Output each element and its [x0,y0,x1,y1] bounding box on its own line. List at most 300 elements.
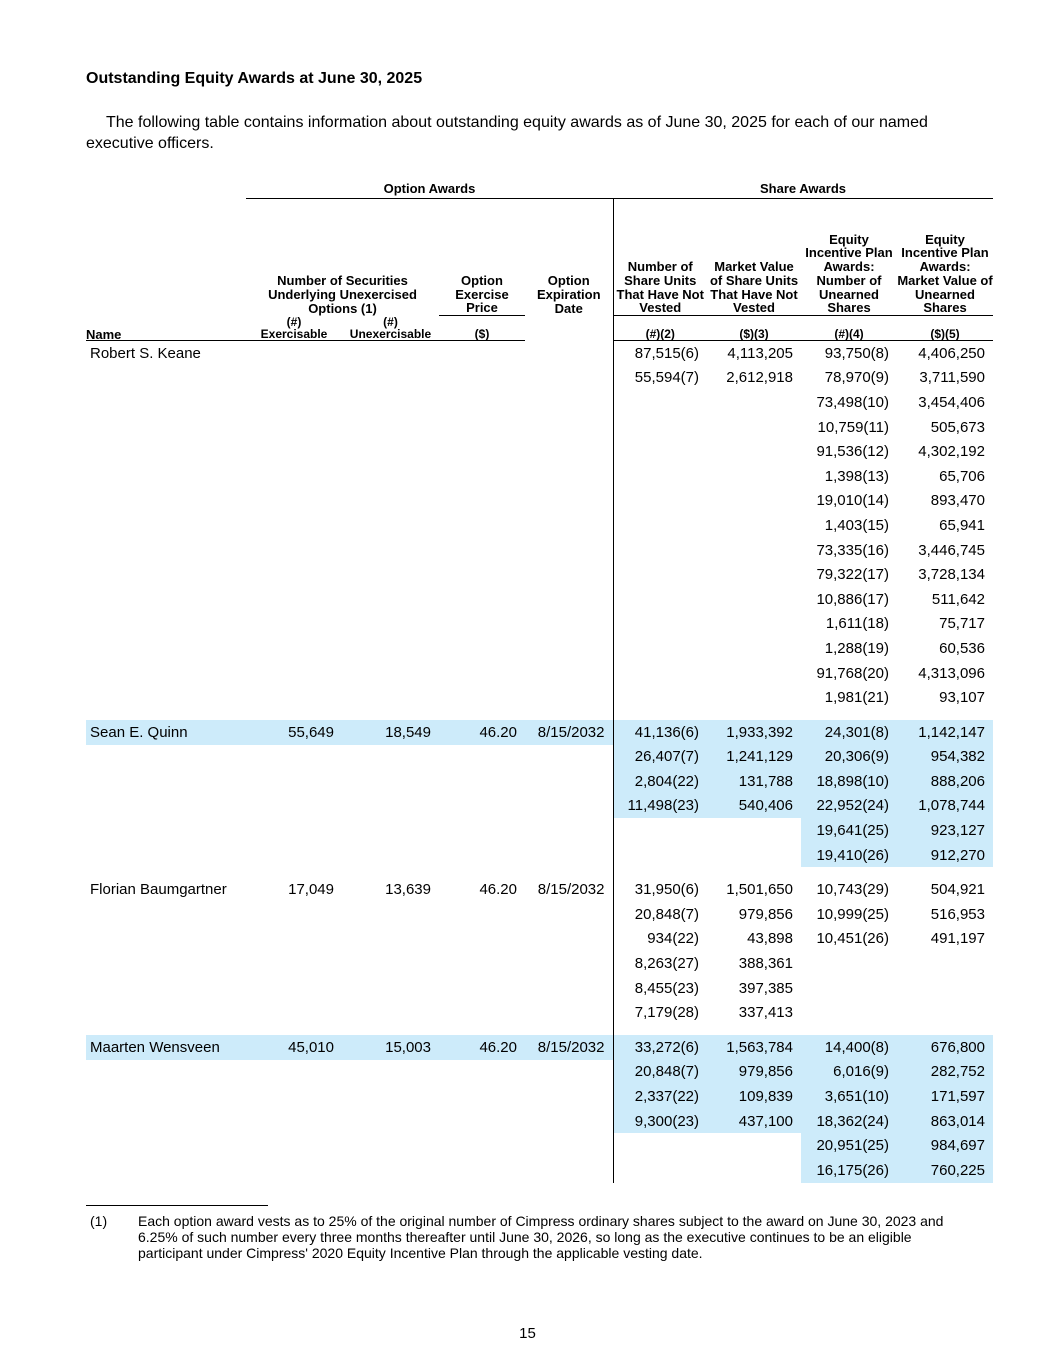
cell-units-not-vested [613,489,707,514]
cell-units-not-vested: 87,515(6) [613,341,707,366]
table-row [86,818,993,843]
cell-eip-value [897,976,993,1001]
cell-market-value: 979,856 [738,905,793,923]
cell-market-value: 540,406 [707,794,801,819]
unexercisable-header: (#) Unexercisable [342,316,439,341]
cell-eip-number: 10,759(11) [817,418,889,436]
cell-unexercisable [342,1109,439,1134]
table-row [86,562,993,587]
cell-eip-value: 1,142,147 [897,720,993,745]
cell-exercisable [246,1000,342,1025]
table-row [86,1084,993,1109]
cell-unexercisable [342,538,439,563]
cell-exercisable: 55,649 [246,720,342,745]
cell-market-value [707,390,801,415]
cell-name [86,513,246,538]
cell-exercise-price [439,661,525,686]
cell-eip-number: 78,970(9) [824,369,889,387]
cell-exercise-price [439,794,525,819]
table-row [86,1158,993,1183]
cell-exercisable [246,636,342,661]
cell-exercise-price: 46.20 [479,881,517,899]
cell-expiration-date [525,1109,613,1134]
cell-eip-value: 923,127 [897,818,993,843]
cell-eip-value: 60,536 [939,639,985,657]
cell-unexercisable [342,636,439,661]
cell-unexercisable [342,1000,439,1025]
table-row [86,745,993,770]
cell-market-value: 1,501,650 [726,881,793,899]
cell-eip-number: 1,981(21) [824,689,889,707]
cell-expiration-date [525,562,613,587]
cell-exercise-price [439,390,525,415]
cell-name: Maarten Wensveen [86,1035,246,1060]
cell-units-not-vested: 2,337(22) [613,1084,707,1109]
cell-market-value [707,843,801,868]
table-row [86,1060,993,1085]
cell-expiration-date [525,513,613,538]
cell-expiration-date: 8/15/2032 [525,720,613,745]
cell-name [86,794,246,819]
cell-exercisable [246,390,342,415]
cell-market-value [707,1158,801,1183]
cell-eip-number: 73,498(10) [816,393,889,411]
cell-name [86,661,246,686]
cell-exercise-price [439,685,525,710]
cell-eip-value: 75,717 [939,615,985,633]
cell-unexercisable [342,587,439,612]
blank-header [86,178,246,199]
market-value-unit: ($)(3) [707,316,801,341]
cell-unexercisable [342,976,439,1001]
cell-units-not-vested: 33,272(6) [613,1035,707,1060]
cell-market-value [707,818,801,843]
cell-unexercisable [342,612,439,637]
cell-units-not-vested: 20,848(7) [613,902,707,927]
table-row [86,927,993,952]
cell-market-value: 1,241,129 [707,745,801,770]
cell-eip-value: 3,454,406 [918,393,985,411]
cell-exercise-price [439,562,525,587]
cell-eip-number [801,976,897,1001]
footnote-number: (1) [90,1213,108,1229]
cell-units-not-vested [613,562,707,587]
cell-expiration-date [525,439,613,464]
cell-market-value: 388,361 [738,955,793,973]
cell-eip-value: 4,313,096 [918,664,985,682]
cell-market-value [707,562,801,587]
cell-exercisable [246,612,342,637]
cell-exercise-price [439,927,525,952]
cell-eip-number: 19,641(25) [801,818,897,843]
cell-unexercisable [342,439,439,464]
cell-eip-value: 984,697 [897,1133,993,1158]
cell-market-value [707,439,801,464]
exercisable-header: (#) Exercisable [246,316,342,341]
cell-units-not-vested: 11,498(23) [613,794,707,819]
cell-unexercisable [342,769,439,794]
footnote-divider [86,1205,268,1206]
cell-unexercisable [342,661,439,686]
cell-units-not-vested [613,818,707,843]
cell-name [86,489,246,514]
cell-units-not-vested: 26,407(7) [613,745,707,770]
cell-eip-number: 20,306(9) [801,745,897,770]
cell-exercisable [246,1084,342,1109]
cell-units-not-vested [613,636,707,661]
table-row [86,415,993,440]
cell-market-value: 2,612,918 [726,369,793,387]
cell-expiration-date [525,636,613,661]
cell-expiration-date [525,415,613,440]
cell-eip-value: 676,800 [897,1035,993,1060]
cell-unexercisable [342,794,439,819]
table-row [86,720,993,745]
cell-name [86,818,246,843]
cell-exercisable [246,538,342,563]
cell-unexercisable [342,341,439,366]
row-spacer [86,867,993,877]
cell-unexercisable [342,562,439,587]
expiration-date-header: Option Expiration Date [536,273,601,316]
cell-exercisable [246,513,342,538]
cell-name [86,902,246,927]
cell-exercise-price [439,366,525,391]
cell-eip-value: 171,597 [897,1084,993,1109]
table-row [86,636,993,661]
cell-name [86,685,246,710]
cell-exercisable: 45,010 [246,1035,342,1060]
cell-exercisable [246,745,342,770]
cell-unexercisable [342,951,439,976]
cell-eip-number: 10,886(17) [816,590,889,608]
cell-eip-value: 888,206 [897,769,993,794]
cell-units-not-vested [613,390,707,415]
cell-expiration-date [525,538,613,563]
cell-units-not-vested: 8,263(27) [613,951,707,976]
cell-expiration-date [525,1084,613,1109]
cell-eip-number: 19,410(26) [801,843,897,868]
blank-header [525,316,613,341]
cell-market-value: 109,839 [707,1084,801,1109]
cell-exercise-price: 46.20 [439,720,525,745]
table-row [86,843,993,868]
awards-table-body [86,341,993,1183]
cell-eip-number [801,1000,897,1025]
cell-units-not-vested [613,415,707,440]
cell-exercisable [246,951,342,976]
cell-units-not-vested [613,464,707,489]
cell-name [86,951,246,976]
section-title: Outstanding Equity Awards at June 30, 2025 [86,70,423,87]
cell-market-value: 1,933,392 [707,720,801,745]
footnote-text: Each option award vests as to 25% of the original number of Cimpress ordinary shares subject to the award on June 30, 2023 and 6.25% of such number every three months thereafter until June 30, 2026, so long as the executive continues to be an eligible participant under Cimpress' 2020 Equity Incentive Plan through the applicable vesting date. [138,1213,944,1261]
page-number: 15 [519,1325,536,1342]
cell-unexercisable [342,685,439,710]
cell-eip-number: 20,951(25) [801,1133,897,1158]
cell-eip-value: 504,921 [930,881,985,899]
cell-market-value [707,538,801,563]
table-row [86,951,993,976]
cell-exercise-price [439,745,525,770]
cell-unexercisable [342,902,439,927]
cell-exercisable [246,818,342,843]
cell-name: Sean E. Quinn [86,720,246,745]
cell-exercisable [246,341,342,366]
cell-eip-number: 1,398(13) [824,467,889,485]
cell-name [86,927,246,952]
outstanding-equity-awards-table [86,178,993,1183]
cell-eip-value: 516,953 [930,905,985,923]
cell-eip-value: 65,706 [939,467,985,485]
table-row [86,1109,993,1134]
cell-exercise-price [439,1060,525,1085]
cell-market-value: 397,385 [738,979,793,997]
cell-units-not-vested: 20,848(7) [613,1060,707,1085]
cell-market-value: 337,413 [738,1004,793,1022]
cell-eip-number: 91,536(12) [816,443,889,461]
cell-exercisable [246,366,342,391]
cell-units-not-vested: 41,136(6) [613,720,707,745]
table-row [86,538,993,563]
cell-expiration-date [525,818,613,843]
table-row [86,612,993,637]
cell-expiration-date: 8/15/2032 [537,881,605,899]
cell-eip-value: 282,752 [897,1060,993,1085]
cell-market-value [707,587,801,612]
cell-eip-number: 93,750(8) [824,344,889,362]
cell-units-not-vested: 55,594(7) [613,366,707,391]
cell-market-value [707,661,801,686]
blank-header [86,199,246,316]
table-row [86,587,993,612]
eip-value-unit: ($)(5) [897,316,993,341]
cell-exercise-price [439,439,525,464]
cell-unexercisable [342,366,439,391]
cell-unexercisable [342,745,439,770]
cell-eip-value: 3,728,134 [918,566,985,584]
cell-exercise-price [439,538,525,563]
cell-unexercisable [342,464,439,489]
cell-eip-value [897,951,993,976]
cell-eip-value: 4,406,250 [918,344,985,362]
cell-eip-number: 10,743(29) [816,881,889,899]
cell-expiration-date [525,489,613,514]
table-row [86,769,993,794]
cell-units-not-vested [613,587,707,612]
cell-eip-number: 24,301(8) [801,720,897,745]
cell-exercisable: 17,049 [288,881,334,899]
cell-name [86,562,246,587]
cell-expiration-date [525,685,613,710]
table-row [86,489,993,514]
cell-exercisable [246,415,342,440]
cell-expiration-date [525,366,613,391]
cell-eip-number: 79,322(17) [816,566,889,584]
cell-exercisable [246,439,342,464]
cell-exercisable [246,661,342,686]
cell-exercise-price [439,951,525,976]
table-row [86,661,993,686]
cell-eip-number: 6,016(9) [801,1060,897,1085]
cell-market-value: 979,856 [707,1060,801,1085]
cell-name [86,439,246,464]
table-row [86,794,993,819]
cell-market-value: 437,100 [707,1109,801,1134]
cell-name [86,587,246,612]
cell-eip-number: 10,999(25) [816,905,889,923]
cell-exercisable [246,587,342,612]
cell-name [86,1158,246,1183]
eip-value-header: Equity Incentive Plan Awards: Market Value of Unearned Shares [897,199,993,316]
cell-exercisable [246,1133,342,1158]
cell-exercisable [246,843,342,868]
share-awards-group-header: Share Awards [613,178,993,199]
cell-exercisable [246,562,342,587]
cell-name [86,612,246,637]
cell-exercise-price [439,464,525,489]
table-row [86,1133,993,1158]
cell-eip-value: 505,673 [930,418,985,436]
cell-name [86,745,246,770]
cell-exercise-price [439,489,525,514]
cell-eip-value: 863,014 [897,1109,993,1134]
cell-market-value [707,415,801,440]
cell-eip-value: 491,197 [930,930,985,948]
name-header: Name [86,316,246,341]
cell-name [86,1109,246,1134]
cell-market-value: 1,563,784 [707,1035,801,1060]
cell-expiration-date [525,612,613,637]
table-row [86,390,993,415]
cell-unexercisable [342,818,439,843]
cell-market-value: 131,788 [707,769,801,794]
cell-expiration-date [525,464,613,489]
table-row [86,976,993,1001]
cell-market-value [707,1133,801,1158]
cell-units-not-vested: 2,804(22) [613,769,707,794]
cell-eip-number: 19,010(14) [816,492,889,510]
cell-exercisable [246,1109,342,1134]
cell-expiration-date [525,341,613,366]
table-row [86,1035,993,1060]
cell-expiration-date [525,1060,613,1085]
market-value-header: Market Value of Share Units That Have Not Vested [707,199,801,316]
cell-eip-number: 91,768(20) [816,664,889,682]
cell-eip-number: 22,952(24) [801,794,897,819]
cell-unexercisable [342,1060,439,1085]
cell-units-not-vested [613,685,707,710]
cell-expiration-date [525,1133,613,1158]
cell-market-value [707,636,801,661]
cell-unexercisable [342,927,439,952]
cell-exercise-price [439,415,525,440]
table-row [86,513,993,538]
cell-eip-value: 3,711,590 [919,369,985,387]
table-row [86,685,993,710]
table-row [86,439,993,464]
cell-exercise-price [439,587,525,612]
cell-eip-value: 3,446,745 [918,541,985,559]
cell-exercisable [246,1158,342,1183]
cell-exercise-price [439,1084,525,1109]
cell-eip-value: 1,078,744 [897,794,993,819]
cell-expiration-date [525,1158,613,1183]
cell-exercise-price [439,1133,525,1158]
cell-exercisable [246,902,342,927]
cell-name: Robert S. Keane [90,344,201,362]
cell-eip-value [897,1000,993,1025]
intro-paragraph: The following table contains information about outstanding equity awards as of June 30, 2025 for each of our named executive officers. [86,114,928,152]
cell-name [86,769,246,794]
cell-units-not-vested [613,513,707,538]
num-securities-header: Number of Securities Underlying Unexercised Options (1) [268,273,417,316]
cell-exercisable [246,685,342,710]
exercise-price-unit: ($) [439,316,525,341]
cell-expiration-date [525,794,613,819]
units-not-vested-unit: (#)(2) [613,316,707,341]
cell-expiration-date [525,843,613,868]
cell-market-value [707,513,801,538]
cell-exercise-price [439,902,525,927]
cell-eip-number: 3,651(10) [801,1084,897,1109]
cell-exercisable [246,464,342,489]
cell-exercise-price [439,843,525,868]
cell-exercise-price [439,1000,525,1025]
cell-name [86,538,246,563]
cell-units-not-vested: 8,455(23) [613,976,707,1001]
cell-units-not-vested [613,1133,707,1158]
cell-units-not-vested [613,661,707,686]
cell-name [86,1000,246,1025]
cell-exercisable [246,927,342,952]
cell-exercisable [246,794,342,819]
cell-market-value [707,612,801,637]
table-row [86,1000,993,1025]
cell-name [86,366,246,391]
cell-expiration-date [525,927,613,952]
cell-unexercisable [342,415,439,440]
cell-units-not-vested: 9,300(23) [613,1109,707,1134]
cell-exercise-price [439,1158,525,1183]
cell-exercisable [246,769,342,794]
cell-exercisable [246,489,342,514]
cell-unexercisable [342,489,439,514]
cell-units-not-vested: 934(22) [613,927,707,952]
cell-exercisable [246,1060,342,1085]
cell-exercise-price [439,612,525,637]
cell-units-not-vested [613,612,707,637]
cell-market-value [707,489,801,514]
cell-exercise-price: 46.20 [439,1035,525,1060]
cell-name [86,415,246,440]
cell-units-not-vested: 31,950(6) [613,877,707,902]
cell-units-not-vested [613,538,707,563]
cell-eip-number [801,951,897,976]
exercise-price-header: Option Exercise Price [439,199,525,316]
cell-unexercisable [342,390,439,415]
cell-expiration-date [525,902,613,927]
cell-eip-value: 93,107 [939,689,985,707]
cell-eip-number: 16,175(26) [801,1158,897,1183]
cell-expiration-date [525,745,613,770]
cell-eip-number: 73,335(16) [816,541,889,559]
cell-expiration-date [525,769,613,794]
cell-expiration-date [525,661,613,686]
cell-exercise-price [439,513,525,538]
cell-eip-number: 1,611(18) [825,615,889,633]
table-row [86,366,993,391]
